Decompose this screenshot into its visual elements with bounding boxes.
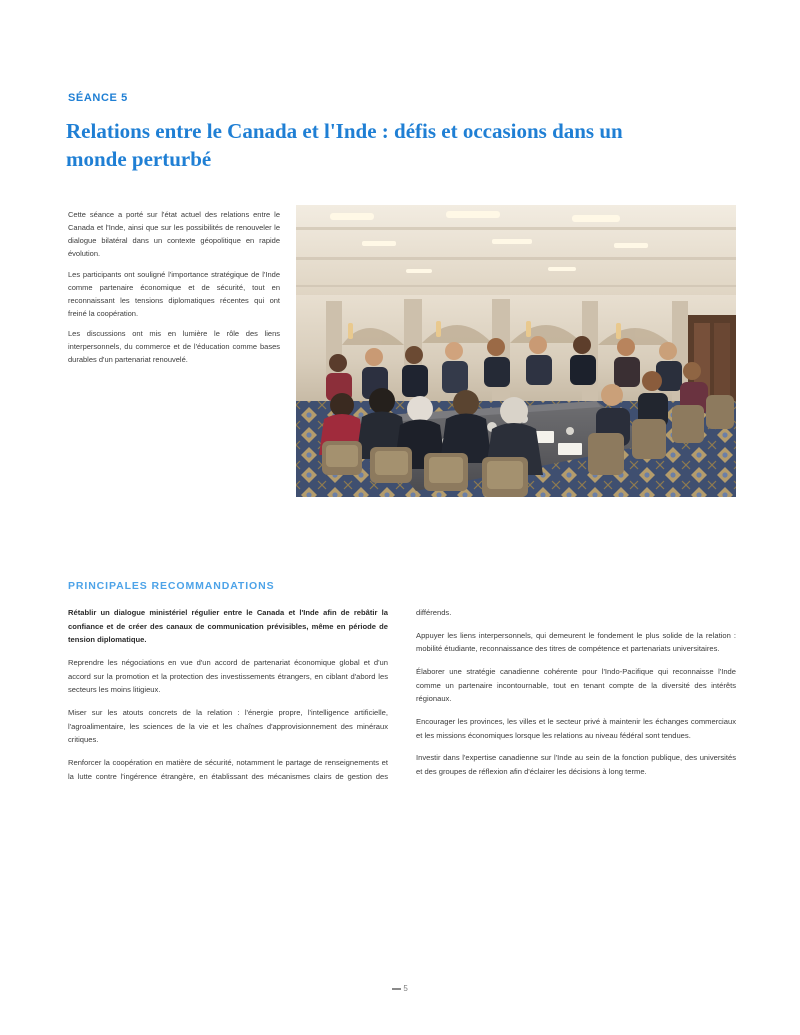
recommendation-paragraph: Élaborer une stratégie canadienne cohérente pour l'Indo-Pacifique qui reconnaisse l'Inde comme un partenaire incontournable, tout en tenant compte de la diversité des intérêts régionaux. [416,666,736,704]
recommendation-paragraph: Investir dans l'expertise canadienne sur l'Inde au sein de la fonction publique, des universités et des groupes de réflexion afin d'éclairer les décisions à long terme. [416,753,736,776]
recommendations-heading: PRINCIPALES RECOMMANDATIONS [68,580,275,592]
recommendation-paragraph: Reprendre les négociations en vue d'un accord de partenariat économique global et d'un accord sur la promotion et la protection des investissements étrangers, en ciblant d'abord les secteurs les moins litigieux. [68,657,388,695]
intro-text [68,208,280,373]
intro-paragraph: Les discussions ont mis en lumière le rôle des liens interpersonnels, du commerce et de l'éducation comme bases durables d'un partenariat renouvelé. [68,329,280,365]
recommendation-paragraph: Encourager les provinces, les villes et le secteur privé à maintenir les échanges commerciaux et les missions économiques lorsque les relations au niveau fédéral sont tendues. [416,716,736,740]
folio-rule [392,988,401,990]
recommendation-paragraph: Appuyer les liens interpersonnels, qui demeurent le fondement le plus solide de la relation : mobilité étudiante, reconnaissance des titres de compétence et partenariats universitaires. [416,630,736,654]
session-eyebrow: SÉANCE 5 [68,92,128,104]
recommendations-body [68,606,736,785]
session-photo [296,205,736,497]
intro-paragraph: Cette séance a porté sur l'état actuel des relations entre le Canada et l'Inde, ainsi que sur les possibilités de renouveler le dialogue bilatéral dans un contexte géopolitique en rapide évolution. [68,210,280,259]
folio-number: 5 [403,984,408,993]
intro-paragraph: Les participants ont souligné l'importance stratégique de l'Inde comme partenaire économique et de sécurité, tout en reconnaissant les tensions diplomatiques récentes qui ont freiné la coopération. [68,269,280,318]
page-footer [0,984,800,993]
recommendation-paragraph: Miser sur les atouts concrets de la relation : l'énergie propre, l'intelligence artificielle, l'agroalimentaire, les sciences de la vie et les chaînes d'approvisionnement des minéraux critiques. [68,707,388,745]
recommendation-paragraph: Rétablir un dialogue ministériel régulier entre le Canada et l'Inde afin de rebâtir la confiance et de créer des canaux de communication prévisibles, même en période de tension diplomatique. [68,608,388,645]
recommendation-paragraph: Renforcer la coopération en matière de sécurité, notamment le partage de renseignements et la lutte contre l'ingérence étrangère, en établissant des mécanismes clairs de gestion des différends. [68,608,452,781]
page-title: Relations entre le Canada et l'Inde : défis et occasions dans un monde perturbé [66,119,623,171]
